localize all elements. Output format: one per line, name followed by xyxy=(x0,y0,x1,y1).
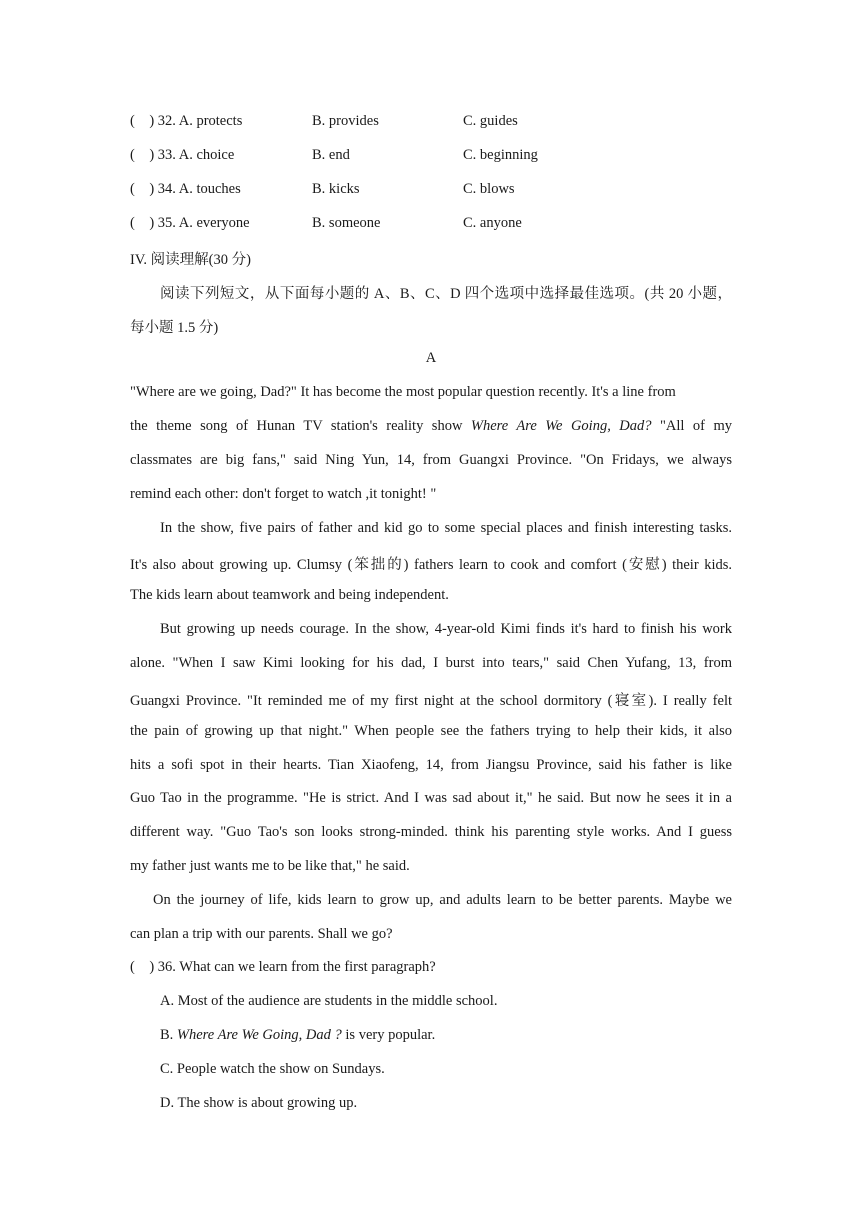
paragraph-1-line: remind each other: don't forget to watch ,it tonight! " xyxy=(130,486,437,502)
option-suffix: is very popular. xyxy=(341,1027,436,1043)
paragraph-1-line: classmates are big fans," said Ning Yun, 14, from Guangxi Province. "On Fridays, we always xyxy=(130,452,732,468)
question-number-option-a: ( ) 32. A. protects xyxy=(130,113,243,129)
question-stem: ( ) 36. What can we learn from the first paragraph? xyxy=(130,959,436,975)
question-number-option-a: ( ) 34. A. touches xyxy=(130,181,241,197)
paragraph-3-line: alone. "When I saw Kimi looking for his dad, I burst into tears," said Chen Yufang, 13, from xyxy=(130,655,732,671)
paragraph-2-line: It's also about growing up. Clumsy (笨拙的) fathers learn to cook and comfort (安慰) their kids. xyxy=(130,557,732,573)
option-b: B. provides xyxy=(312,113,379,129)
option-b: B. end xyxy=(312,147,350,163)
option-b: B. kicks xyxy=(312,181,360,197)
paragraph-4-line: can plan a trip with our parents. Shall we go? xyxy=(130,926,393,942)
paragraph-3-line: hits a sofi spot in their hearts. Tian Xiaofeng, 14, from Jiangsu Province, said his father is like xyxy=(130,757,732,773)
question-number-option-a: ( ) 35. A. everyone xyxy=(130,215,250,231)
instructions-line-2: 每小题 1.5 分) xyxy=(130,320,219,336)
paragraph-2-line: The kids learn about teamwork and being independent. xyxy=(130,587,449,603)
paragraph-3-line: the pain of growing up that night." When people see the fathers trying to help their kids, it also xyxy=(130,723,732,739)
paragraph-2-line: In the show, five pairs of father and kid go to some special places and finish interesting tasks. xyxy=(160,520,732,536)
show-title: Where Are We Going, Dad? xyxy=(470,418,652,434)
option-c: C. beginning xyxy=(463,147,538,163)
passage-label: A xyxy=(425,350,437,366)
paragraph-3-line: Guo Tao in the programme. "He is strict. And I was sad about it," he said. But now he sees it in a xyxy=(130,790,732,806)
option-c: C. guides xyxy=(463,113,518,129)
option-b: B. someone xyxy=(312,215,381,231)
paragraph-3-line: Guangxi Province. "It reminded me of my first night at the school dormitory (寝室). I really felt xyxy=(130,693,732,709)
paragraph-3-line: But growing up needs courage. In the show, 4-year-old Kimi finds it's hard to finish his work xyxy=(160,621,732,637)
paragraph-3-line: different way. "Guo Tao's son looks strong-minded. think his parenting style works. And I guess xyxy=(130,824,732,840)
answer-option-b xyxy=(160,1027,435,1044)
paragraph-3-line: my father just wants me to be like that," he said. xyxy=(130,858,410,874)
text-run: "All of my xyxy=(651,418,732,434)
option-prefix: B. xyxy=(160,1027,177,1043)
paragraph-1-line: "Where are we going, Dad?" It has become the most popular question recently. It's a line from xyxy=(130,384,676,400)
text-run: the theme song of Hunan TV station's reality show xyxy=(130,418,471,434)
paragraph-1-line xyxy=(130,418,732,435)
option-c: C. anyone xyxy=(463,215,522,231)
question-number-option-a: ( ) 33. A. choice xyxy=(130,147,235,163)
section-title: IV. 阅读理解(30 分) xyxy=(130,252,251,268)
show-title: Where Are We Going, Dad ? xyxy=(176,1027,342,1043)
paragraph-4-line: On the journey of life, kids learn to grow up, and adults learn to be better parents. Maybe we xyxy=(153,892,732,908)
instructions-line-1: 阅读下列短文，从下面每小题的 A、B、C、D 四个选项中选择最佳选项。(共 20 小题， xyxy=(160,286,732,302)
option-c: C. blows xyxy=(463,181,515,197)
answer-option-c: C. People watch the show on Sundays. xyxy=(160,1061,385,1077)
answer-option-a: A. Most of the audience are students in the middle school. xyxy=(160,993,498,1009)
answer-option-d: D. The show is about growing up. xyxy=(160,1095,358,1111)
